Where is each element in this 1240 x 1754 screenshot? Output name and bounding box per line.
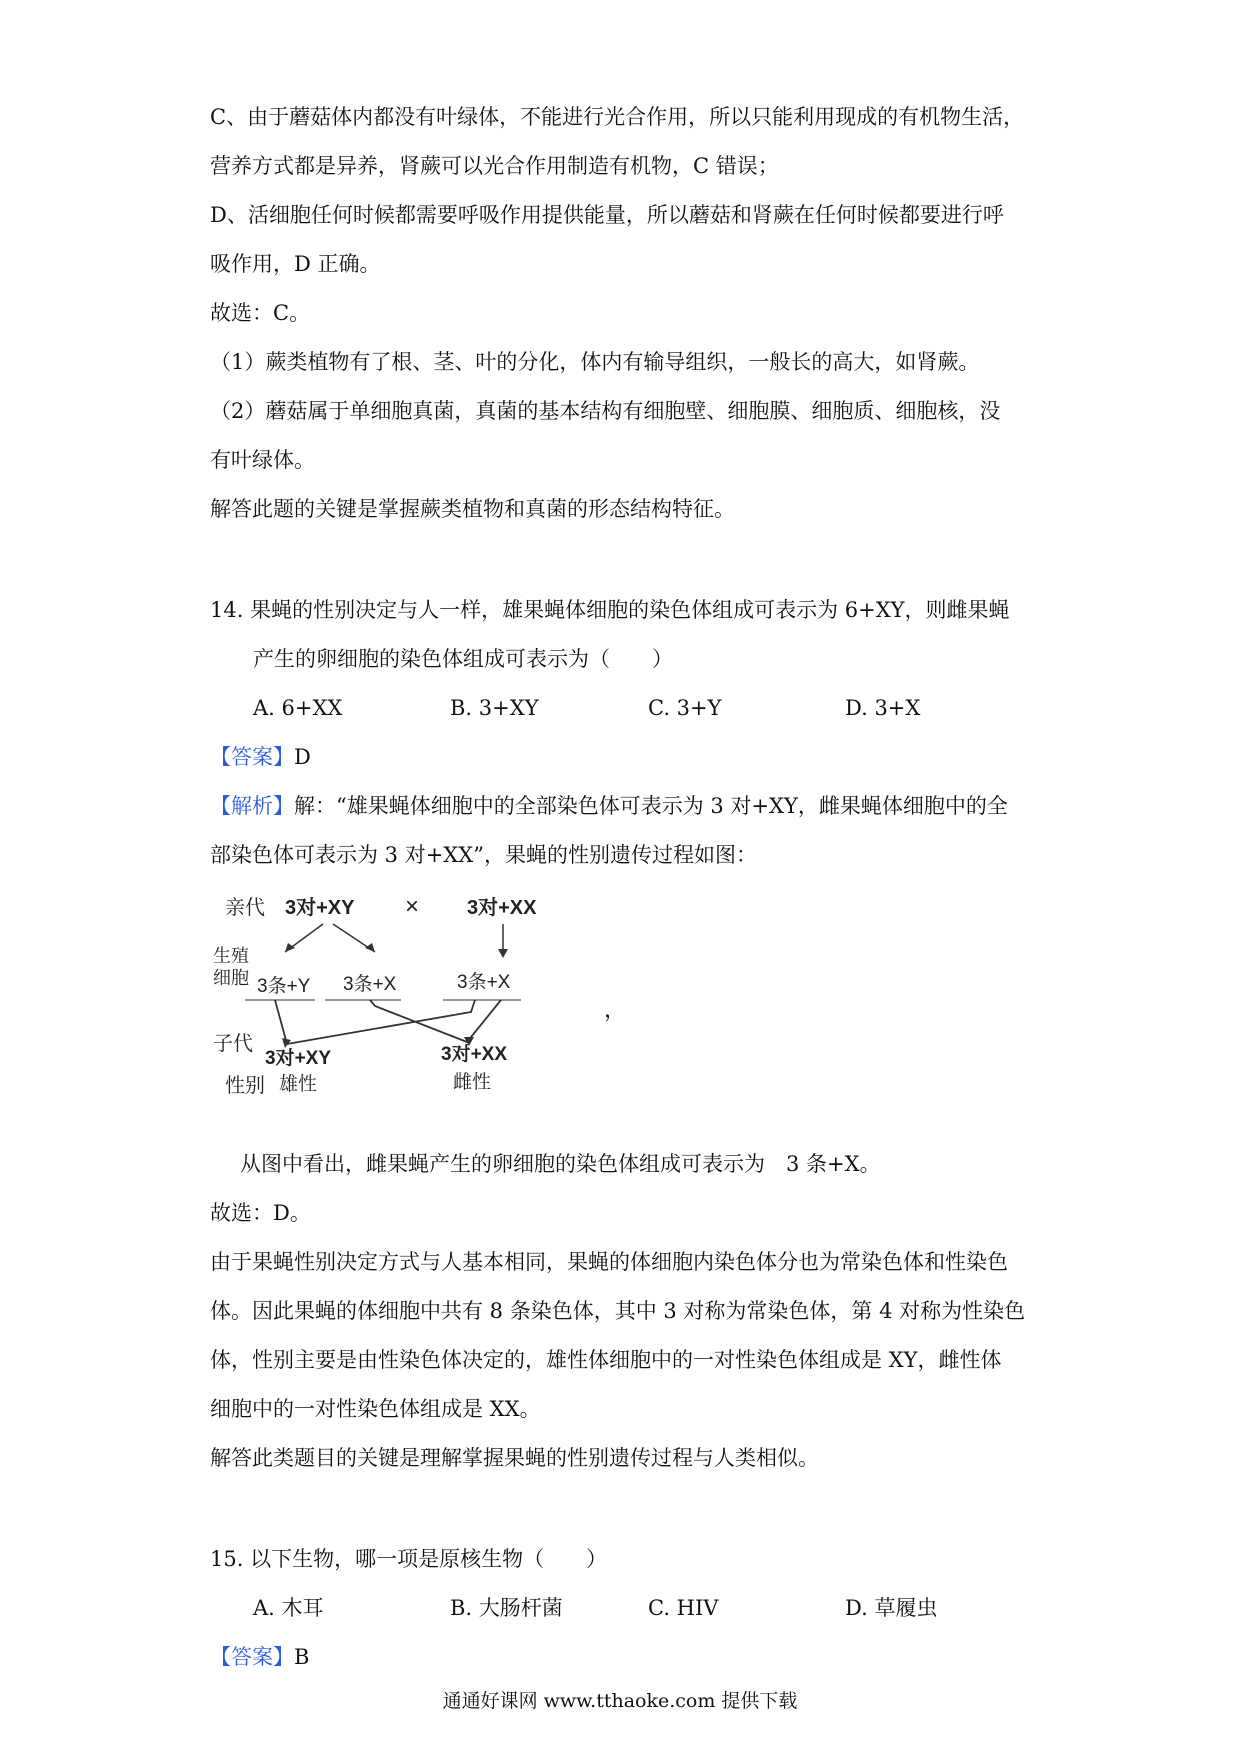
analysis-text: 解：“雄果蝇体细胞中的全部染色体可表示为 3 对+XY，雌果蝇体细胞中的全 bbox=[294, 794, 1008, 818]
paragraph-line: C、由于蘑菇体内都没有叶绿体，不能进行光合作用，所以只能利用现成的有机物生活， bbox=[210, 105, 1025, 129]
answer-line bbox=[210, 1643, 309, 1671]
diagram-comma: ， bbox=[604, 998, 627, 1023]
paragraph-line: 解答此题的关键是掌握蕨类植物和真菌的形态结构特征。 bbox=[210, 497, 735, 521]
label-child: 子代 bbox=[213, 1033, 253, 1055]
sperm-y: 3条+Y bbox=[257, 976, 311, 997]
option-b: B. 大肠杆菌 bbox=[450, 1596, 563, 1620]
answer-value: B bbox=[294, 1645, 310, 1669]
explanation-line: 体，性别主要是由性染色体决定的，雄性体细胞中的一对性染色体组成是 XY，雌性体 bbox=[210, 1348, 1002, 1372]
paragraph-line: 有叶绿体。 bbox=[210, 448, 315, 472]
paragraph-line: D、活细胞任何时候都需要呼吸作用提供能量，所以蘑菇和肾蕨在任何时候都要进行呼 bbox=[210, 203, 1004, 227]
egg-x: 3条+X bbox=[457, 972, 511, 993]
option-a: A. 木耳 bbox=[253, 1596, 324, 1620]
paragraph-line: 吸作用，D 正确。 bbox=[210, 252, 381, 276]
page-footer: 通通好课网 www.tthaoke.com 提供下载 bbox=[442, 1690, 798, 1712]
answer-line bbox=[210, 743, 311, 771]
explanation-line: 解答此类题目的关键是理解掌握果蝇的性别遗传过程与人类相似。 bbox=[210, 1446, 819, 1470]
analysis-line: 部染色体可表示为 3 对+XX”，果蝇的性别遗传过程如图： bbox=[210, 843, 757, 867]
paragraph-line: （1）蕨类植物有了根、茎、叶的分化，体内有输导组织，一般长的高大，如肾蕨。 bbox=[210, 350, 980, 374]
sex-inheritance-diagram bbox=[205, 880, 625, 1120]
label-parent: 亲代 bbox=[225, 897, 265, 919]
daughter-genotype: 3对+XX bbox=[441, 1044, 508, 1065]
arrow-head bbox=[498, 949, 508, 958]
choice-line: 故选：D。 bbox=[210, 1201, 311, 1225]
option-d: D. 3+X bbox=[845, 696, 921, 720]
option-c: C. HIV bbox=[648, 1596, 719, 1620]
question-14-stem: 14. 果蝇的性别决定与人一样，雄果蝇体细胞的染色体组成可表示为 6+XY，则雌果蝇 bbox=[210, 598, 1010, 622]
explanation-line: 由于果蝇性别决定方式与人基本相同，果蝇的体细胞内染色体分也为常染色体和性染色 bbox=[210, 1250, 1008, 1274]
option-c: C. 3+Y bbox=[648, 696, 722, 720]
female-label: 雌性 bbox=[453, 1072, 492, 1093]
paragraph-line: 营养方式都是异养，肾蕨可以光合作用制造有机物，C 错误； bbox=[210, 154, 779, 178]
analysis-line bbox=[210, 792, 1008, 820]
label-sex: 性别 bbox=[225, 1075, 265, 1097]
explanation-line: 体。因此果蝇的体细胞中共有 8 条染色体，其中 3 对称为常染色体，第 4 对称为性染色 bbox=[210, 1299, 1026, 1323]
label-gamete: 生殖细胞 bbox=[213, 946, 249, 988]
arrow-head bbox=[285, 943, 295, 952]
male-label: 雄性 bbox=[279, 1074, 318, 1095]
cross-symbol: × bbox=[405, 893, 420, 920]
sperm-x: 3条+X bbox=[343, 974, 397, 995]
question-14-stem: 产生的卵细胞的染色体组成可表示为（ ） bbox=[253, 647, 673, 671]
option-b: B. 3+XY bbox=[450, 696, 539, 720]
answer-tag: 【答案】 bbox=[210, 1645, 294, 1669]
paragraph-line: 故选：C。 bbox=[210, 301, 311, 325]
question-15-stem: 15. 以下生物，哪一项是原核生物（ ） bbox=[210, 1547, 608, 1571]
analysis-tag: 【解析】 bbox=[210, 794, 294, 818]
mother-genotype: 3对+XX bbox=[467, 897, 537, 919]
cross-line-x-egg bbox=[370, 1000, 501, 1042]
father-genotype: 3对+XY bbox=[285, 897, 355, 919]
answer-tag: 【答案】 bbox=[210, 745, 294, 769]
son-genotype: 3对+XY bbox=[265, 1048, 332, 1069]
option-d: D. 草履虫 bbox=[845, 1596, 938, 1620]
explanation-line: 细胞中的一对性染色体组成是 XX。 bbox=[210, 1397, 541, 1421]
option-a: A. 6+XX bbox=[253, 696, 343, 720]
paragraph-line: （2）蘑菇属于单细胞真菌，真菌的基本结构有细胞壁、细胞膜、细胞质、细胞核，没 bbox=[210, 399, 1001, 423]
conclusion-line: 从图中看出，雌果蝇产生的卵细胞的染色体组成可表示为 3 条+X。 bbox=[240, 1152, 881, 1176]
arrow-head bbox=[365, 943, 375, 952]
answer-value: D bbox=[294, 745, 311, 769]
